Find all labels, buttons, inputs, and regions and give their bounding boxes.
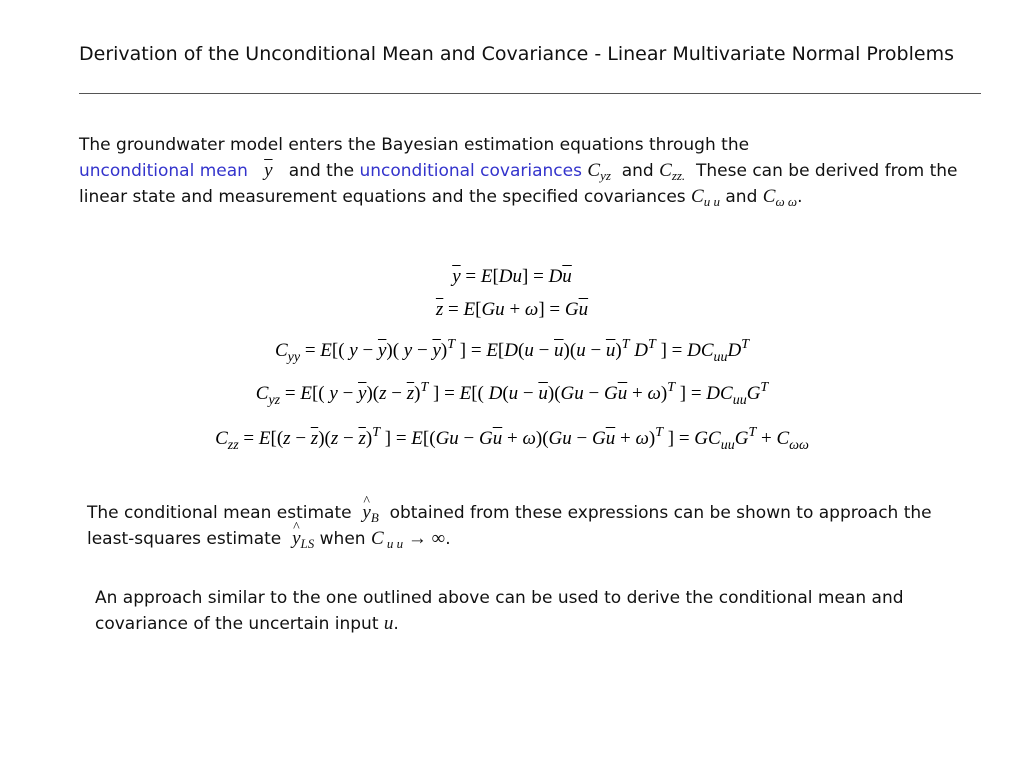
unconditional-mean-term: unconditional mean <box>79 161 248 181</box>
c-uu-limit-symbol: C $_{u u}$ → ∞ <box>370 528 446 551</box>
approach-text-1: An approach similar to the one outlined above can be used to derive the conditional mean and covariance of the uncertain input <box>95 588 904 634</box>
conditional-mean-paragraph <box>87 500 967 552</box>
y-hat-ls-symbol: ^ $y_{LS}$ <box>292 528 314 549</box>
equation-cov-yz: $C_{yz} = E$[( $y - \overline{y})(z - \overline{z})^T$ ] = E[( $D(u - \overline{u})(Gu - G\overline{u} + \omega)^T$ ] = $DC_{uu}G^T$ <box>255 380 769 408</box>
y-hat-b-symbol: ^ $y_B$ <box>362 502 378 523</box>
c-omega-omega-symbol: $C_{\omega \omega}$ <box>762 186 798 209</box>
u-symbol: u <box>383 613 394 634</box>
cond-text-4: . <box>445 529 451 549</box>
intro-text-3: and <box>621 161 654 181</box>
cond-text-2: obtained from these expressions can be shown to approach the least-squares estimate <box>87 503 932 549</box>
cond-text-3: when <box>319 529 366 549</box>
title-divider <box>79 93 981 94</box>
c-yz-symbol: $C_{yz}$ <box>587 160 611 183</box>
c-zz-symbol: $C_{zz.}$ <box>659 160 686 183</box>
intro-text-2: and the <box>288 161 355 181</box>
intro-paragraph <box>79 132 959 210</box>
equation-mean-z: $\overline{z} = E[Gu + \omega] = G\overline{u}$ <box>435 299 589 320</box>
intro-text-4: These can be derived from the linear state and measurement equations and the specified covariances <box>79 161 958 207</box>
approach-text-2: . <box>393 614 399 634</box>
intro-text-1: The groundwater model enters the Bayesian estimation equations through the <box>79 135 750 155</box>
c-uu-symbol: $C_{u u}$ <box>691 186 720 209</box>
cond-text-1: The conditional mean estimate <box>87 503 352 523</box>
equation-cov-zz: $C_{zz} = E[(z - \overline{z})(z - \overline{z})^T$ ] = $E[(Gu - G\overline{u} + \omega)(Gu - G\overline{u} + \omega)^T$ ] = $GC_{uu}G^T + C_{\omega\omega}$ <box>215 425 809 453</box>
intro-text-6: . <box>797 187 803 207</box>
equation-cov-yy: $C_{yy} = E$[( $y - \overline{y}$)( $y - \overline{y})^T$ ] = $E[D(u - \overline{u})(u - \overline{u})^T$ $D^T$ ] = $DC_{uu}D^T$ <box>274 337 750 365</box>
approach-paragraph <box>95 585 975 637</box>
equation-mean-y: $\overline{y} = E[Du] = D\overline{u}$ <box>452 266 572 287</box>
slide-title: Derivation of the Unconditional Mean and Covariance - Linear Multivariate Normal Problems <box>79 43 954 65</box>
y-bar-symbol: $\overline{y}$ <box>264 160 273 181</box>
intro-text-5: and <box>725 187 758 207</box>
unconditional-covariances-term: unconditional covariances <box>359 161 582 181</box>
